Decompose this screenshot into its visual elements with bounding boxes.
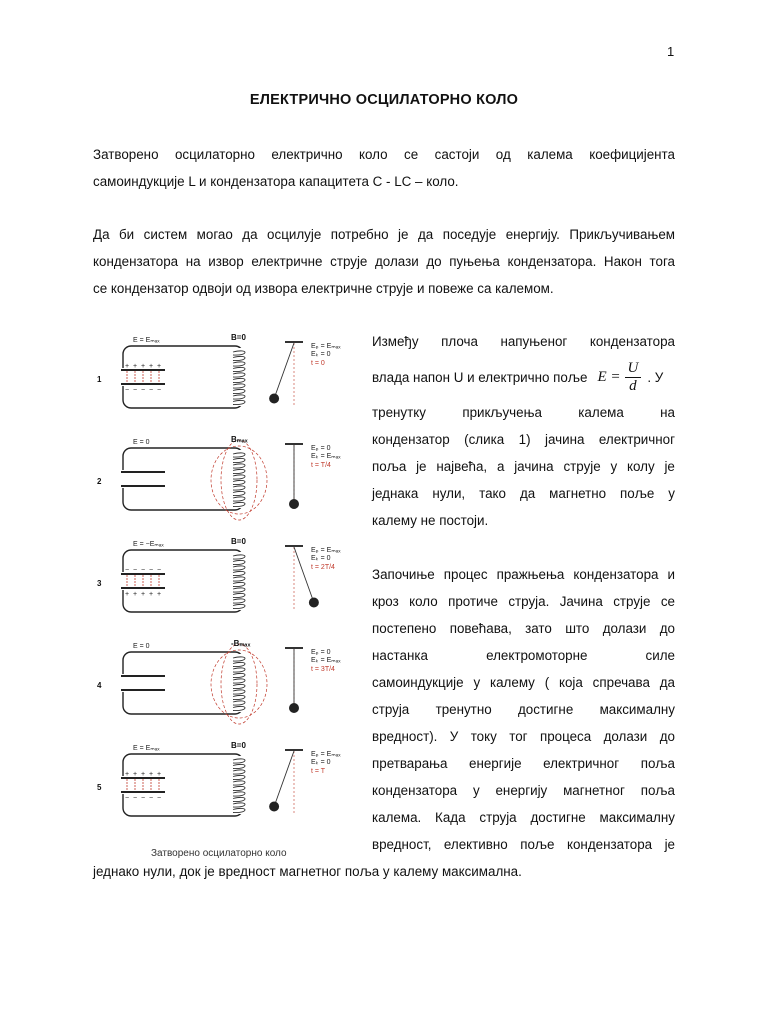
formula-line-end: . У [647, 369, 664, 385]
word: напуњеног [500, 334, 568, 349]
word: колу [626, 459, 655, 474]
paragraph-2 [93, 221, 675, 302]
magnetic-field-label: -Bₘₐₓ [231, 639, 251, 648]
word: прикључења [462, 405, 542, 420]
paragraph-line: Затворено осцилаторно електрично коло се састоји од калема коефицијента [93, 147, 675, 162]
paragraph-line: Да би систем могао да осцилује потребно је да поседује енергију. Прикључивањем [93, 227, 675, 242]
word: достигне [530, 810, 586, 825]
paragraph-3-4-column [372, 328, 675, 858]
pendulum-bob [289, 499, 299, 509]
charge-sign: + [149, 363, 154, 370]
word: настанка [372, 648, 428, 663]
word: калема [578, 405, 624, 420]
word: јачина [545, 432, 585, 447]
word: нули, [432, 486, 466, 501]
word: електричног [543, 756, 620, 771]
word: плоча [441, 334, 478, 349]
word: претварања [372, 756, 448, 771]
word: поља [372, 459, 407, 474]
time-label: t = T/4 [311, 462, 331, 469]
charge-sign: + [125, 771, 130, 778]
word: кондензатора [566, 837, 653, 852]
paragraph-line [372, 426, 675, 453]
pendulum-string [274, 751, 294, 806]
word: коло [409, 594, 438, 609]
paragraph-1 [93, 141, 675, 195]
page-number: 1 [667, 44, 675, 59]
figure-caption: Затворено осцилаторно коло [151, 848, 287, 859]
paragraph-line-final: једнако нули, док је вредност магнетног поља у калему максимална. [93, 864, 522, 879]
word: што [565, 621, 590, 636]
word: која [558, 675, 583, 690]
word: вредност). [372, 729, 438, 744]
oscillatory-circuit-figure [93, 326, 365, 864]
figure-svg [93, 326, 365, 864]
word: тако [479, 486, 506, 501]
paragraph-line [372, 831, 675, 858]
charge-sign: − [141, 387, 146, 394]
electric-field-label: E = Eₘₐₓ [133, 337, 160, 344]
paragraph-line [372, 561, 675, 588]
word: струја. [508, 594, 550, 609]
charge-sign: + [149, 771, 154, 778]
charge-sign: + [157, 363, 162, 370]
paragraph-line [372, 615, 675, 642]
charge-sign: − [133, 387, 138, 394]
word: поља [640, 756, 675, 771]
pendulum-bob [269, 393, 279, 403]
word: зато [525, 621, 552, 636]
word: елективно [443, 837, 508, 852]
word: електричног [598, 432, 675, 447]
charge-sign: − [149, 567, 154, 574]
word: кондензатора [573, 567, 659, 582]
word: У [449, 729, 459, 744]
charge-sign: − [133, 795, 138, 802]
paragraph-line [372, 777, 675, 804]
word: на [660, 405, 675, 420]
paragraph-line [372, 453, 675, 480]
formula-line-text: влада напон U и електрично поље [372, 369, 588, 385]
circuit-wire [123, 754, 243, 816]
panel-number: 4 [97, 681, 102, 690]
pendulum-bob [269, 801, 279, 811]
word: ( [544, 675, 550, 690]
word: постепено [372, 621, 437, 636]
charge-sign: + [125, 363, 130, 370]
word: магнетно [549, 486, 607, 501]
word: повећава, [449, 621, 512, 636]
word: је [416, 459, 427, 474]
energy-label: Eₖ = Eₘₐₓ [311, 657, 341, 664]
energy-label: Eₚ = 0 [311, 649, 331, 656]
charge-sign: − [157, 567, 162, 574]
pendulum-string [274, 343, 294, 398]
electric-field-label: E = −Eₘₐₓ [133, 541, 164, 548]
word: самоиндукције [372, 675, 464, 690]
charge-sign: − [133, 567, 138, 574]
time-label: t = T [311, 768, 326, 775]
charge-sign: − [157, 387, 162, 394]
charge-sign: + [157, 591, 162, 598]
word: струје [613, 594, 651, 609]
electric-field-label: E = Eₘₐₓ [133, 745, 160, 752]
word: поље [520, 837, 555, 852]
formula-fraction [625, 360, 642, 395]
circuit-wire [123, 550, 243, 612]
charge-sign: + [133, 363, 138, 370]
word: процеса [539, 729, 592, 744]
charge-sign: + [133, 771, 138, 778]
word: до [659, 621, 675, 636]
paragraph-line [372, 669, 675, 696]
word: у [668, 486, 675, 501]
word: енергију [495, 783, 548, 798]
word: Започиње [372, 567, 435, 582]
word: највећа, [436, 459, 488, 474]
word: је [664, 837, 675, 852]
paragraph-line [372, 804, 675, 831]
word: калема. [372, 810, 422, 825]
word: Када [435, 810, 466, 825]
energy-label: Eₚ = 0 [311, 445, 331, 452]
magnetic-field-label: B=0 [231, 537, 246, 546]
word: да [659, 675, 675, 690]
charge-sign: + [157, 771, 162, 778]
word: у [472, 783, 480, 798]
word: максималну [599, 810, 675, 825]
paragraph-line [372, 696, 675, 723]
word: да [519, 486, 536, 501]
paragraph-line [372, 328, 675, 355]
word: долази [602, 621, 647, 636]
charge-sign: − [149, 795, 154, 802]
magnetic-field-label: Bₘₐₓ [231, 435, 248, 444]
energy-label: Eₚ = Eₘₐₓ [311, 751, 341, 758]
word: тренутку [372, 405, 426, 420]
word: тренутно [435, 702, 492, 717]
word: долази [603, 729, 648, 744]
word: а [496, 459, 505, 474]
charge-sign: + [133, 591, 138, 598]
charge-sign: + [141, 771, 146, 778]
charge-sign: + [149, 591, 154, 598]
charge-sign: − [149, 387, 154, 394]
word: протиче [448, 594, 498, 609]
paragraph-line [372, 480, 675, 507]
paragraph-line: се кондензатор одвоји од извора електричне струје и повеже са калемом. [93, 281, 554, 296]
page-title: ЕЛЕКТРИЧНО ОСЦИЛАТОРНО КОЛО [249, 92, 519, 108]
formula-denominator: d [629, 377, 637, 394]
word: кондензатора [372, 783, 458, 798]
charge-sign: + [141, 363, 146, 370]
panel-number: 1 [97, 375, 102, 384]
charge-sign: + [125, 591, 130, 598]
word: вредност, [372, 837, 432, 852]
circuit-wire [123, 652, 243, 714]
word: у [610, 459, 618, 474]
charge-sign: − [157, 795, 162, 802]
word: достигне [517, 702, 574, 717]
magnetic-field-label: B=0 [231, 741, 246, 750]
word: Између [372, 334, 419, 349]
formula-numerator: U [625, 360, 642, 378]
word: току [470, 729, 497, 744]
word: струја [479, 810, 517, 825]
panel-number: 2 [97, 477, 102, 486]
charge-sign: − [141, 567, 146, 574]
magnetic-field-label: B=0 [231, 333, 246, 342]
time-label: t = 3T/4 [311, 666, 335, 673]
energy-label: Eₖ = Eₘₐₓ [311, 453, 341, 460]
word: је [664, 459, 675, 474]
pendulum-bob [289, 703, 299, 713]
word: поља [640, 783, 675, 798]
paragraph-line: кондензатора на извор електричне струје долази до пуњења кондензатора. Након тога [93, 254, 675, 269]
electric-field-label: E = 0 [133, 439, 150, 446]
electric-field-label: E = 0 [133, 643, 150, 650]
energy-label: Eₚ = Eₘₐₓ [311, 343, 341, 350]
energy-label: Eₖ = 0 [311, 351, 331, 358]
paragraph-line: калему не постоји. [372, 513, 489, 528]
word: Јачина [559, 594, 603, 609]
word: струје [563, 459, 601, 474]
circuit-wire [123, 346, 243, 408]
word: 1) [518, 432, 531, 447]
energy-label: Eₚ = Eₘₐₓ [311, 547, 341, 554]
word: пражњења [496, 567, 565, 582]
word: процес [443, 567, 488, 582]
paragraph-line [372, 399, 675, 426]
word: у [473, 675, 481, 690]
charge-sign: + [141, 591, 146, 598]
charge-sign: − [125, 795, 130, 802]
word: поље [620, 486, 655, 501]
paragraph-line [372, 750, 675, 777]
charge-sign: − [125, 387, 130, 394]
pendulum-bob [309, 597, 319, 607]
paragraph-line [372, 642, 675, 669]
word: до [659, 729, 675, 744]
word: енергије [469, 756, 522, 771]
panel-number: 5 [97, 783, 102, 792]
energy-label: Eₖ = 0 [311, 555, 331, 562]
electric-field-formula [597, 360, 641, 395]
word: тог [509, 729, 528, 744]
word: силе [645, 648, 675, 663]
energy-label: Eₖ = 0 [311, 759, 331, 766]
word: се [660, 594, 675, 609]
circuit-wire [123, 448, 243, 510]
word: струја [372, 702, 410, 717]
formula-line [372, 355, 675, 399]
word: јачина [514, 459, 554, 474]
panel-number: 3 [97, 579, 102, 588]
time-label: t = 0 [311, 360, 325, 367]
word: (слика [464, 432, 505, 447]
word: спречава [592, 675, 650, 690]
paragraph-4 [372, 561, 675, 858]
paragraph-line [372, 588, 675, 615]
paragraph-line: самоиндукције L и кондензатора капацитета C - LC – коло. [93, 174, 459, 189]
word: и [667, 567, 675, 582]
word: електромоторне [486, 648, 588, 663]
word: калему [489, 675, 535, 690]
word: максималну [599, 702, 675, 717]
charge-sign: − [125, 567, 130, 574]
word: кондензатор [372, 432, 450, 447]
word: једнака [372, 486, 419, 501]
formula-lhs: E = [597, 368, 621, 385]
paragraph-line [372, 723, 675, 750]
charge-sign: − [141, 795, 146, 802]
word: кроз [372, 594, 399, 609]
word: кондензатора [589, 334, 675, 349]
word: магнетног [563, 783, 625, 798]
time-label: t = 2T/4 [311, 564, 335, 571]
